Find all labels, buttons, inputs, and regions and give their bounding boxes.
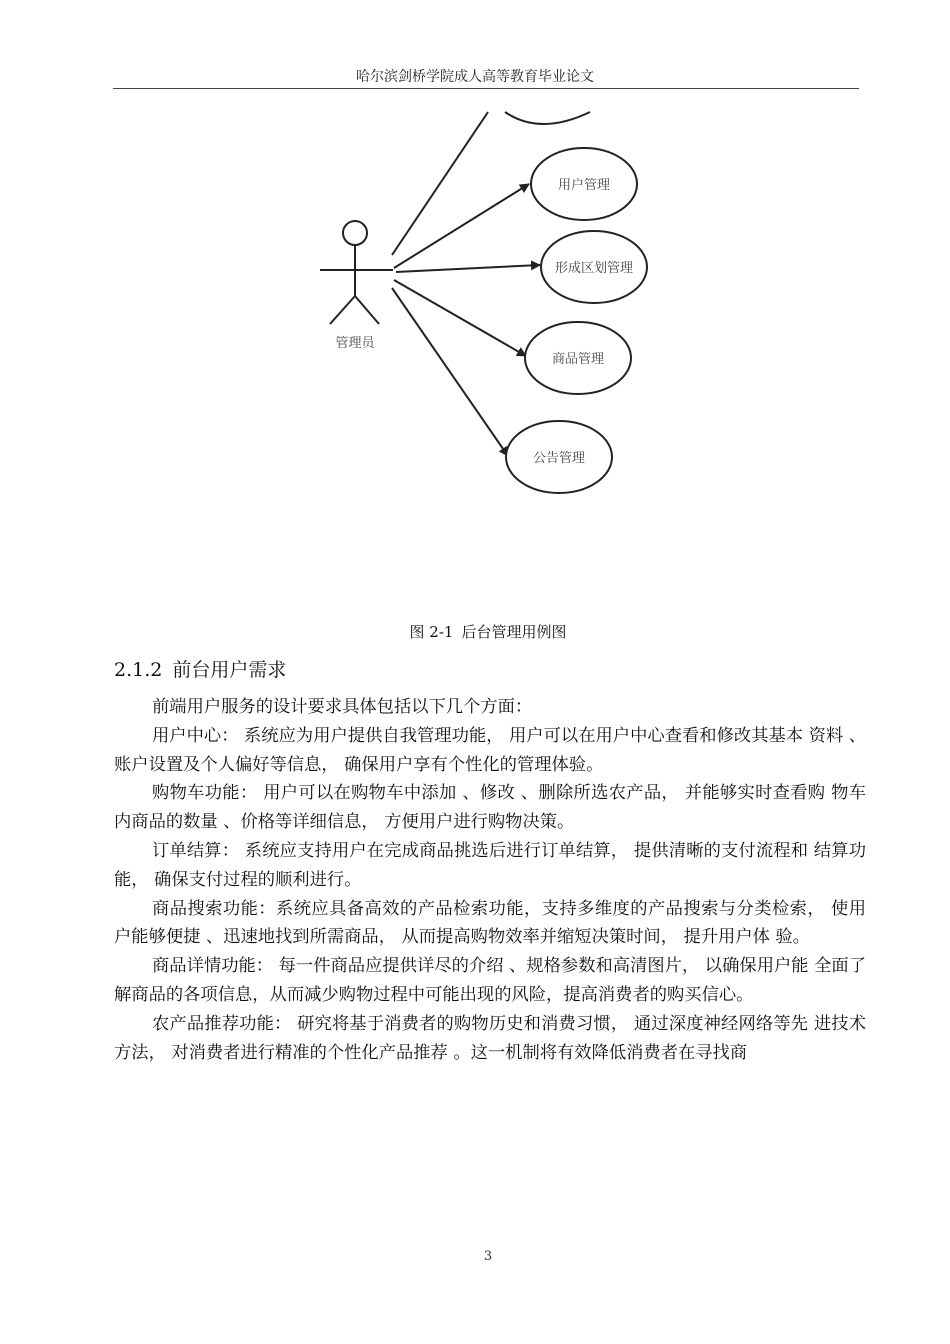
association-arrow-region xyxy=(396,265,540,272)
section-heading xyxy=(114,655,286,682)
use-case-ellipse-cropped xyxy=(505,112,590,124)
header-rule xyxy=(113,88,859,89)
actor-head xyxy=(343,221,367,245)
use-case-label: 公告管理 xyxy=(532,451,586,466)
use-case-diagram xyxy=(300,100,660,500)
paragraph: 商品搜索功能：系统应具备高效的产品检索功能，支持多维度的产品搜索与分类检索， 使用户能够便捷 、迅速地找到所需商品， 从而提高购物效率并缩短决策时间， 提升用户体 验。 xyxy=(114,898,866,948)
paragraph: 用户中心： 系统应为用户提供自我管理功能， 用户可以在用户中心查看和修改其基本 资料 、账户设置及个人偏好等信息， 确保用户享有个性化的管理体验。 xyxy=(114,725,866,775)
association-arrow-user xyxy=(394,184,529,268)
paragraph: 商品详情功能： 每一件商品应提供详尽的介绍 、规格参数和高清图片， 以确保用户能 全面了解商品的各项信息，从而减少购物过程中可能出现的风险，提高消费者的购买信心。 xyxy=(114,956,866,1005)
figure-number: 图 2-1 xyxy=(409,623,454,641)
actor-label: 管理员 xyxy=(335,336,375,351)
paragraph: 前端用户服务的设计要求具体包括以下几个方面： xyxy=(152,697,533,717)
paragraph: 农产品推荐功能： 研究将基于消费者的购物历史和消费习惯， 通过深度神经网络等先 进技术方法， 对消费者进行精准的个性化产品推荐 。这一机制将有效降低消费者在寻找商 xyxy=(114,1013,866,1063)
actor-left-leg xyxy=(330,296,355,324)
use-case-label: 用户管理 xyxy=(557,178,611,193)
association-line-cropped xyxy=(392,112,488,255)
figure-caption xyxy=(0,621,950,642)
paragraph: 订单结算： 系统应支持用户在完成商品挑选后进行订单结算， 提供清晰的支付流程和 结算功能， 确保支付过程的顺利进行。 xyxy=(114,840,866,890)
section-number: 2.1.2 xyxy=(114,659,163,681)
section-title: 前台用户需求 xyxy=(172,659,287,681)
use-case-label: 商品管理 xyxy=(551,352,605,367)
figure-caption-text: 后台管理用例图 xyxy=(461,623,567,641)
running-header: 哈尔滨剑桥学院成人高等教育毕业论文 xyxy=(356,69,594,85)
page-number: 3 xyxy=(483,1249,493,1264)
body-text xyxy=(114,693,866,1067)
actor-right-leg xyxy=(355,296,379,324)
paragraph: 购物车功能： 用户可以在购物车中添加 、修改 、删除所选农产品， 并能够实时查看购 物车内商品的数量 、价格等详细信息， 方便用户进行购物决策。 xyxy=(114,783,866,833)
use-case-label: 形成区划管理 xyxy=(554,261,634,276)
actor-figure xyxy=(320,221,393,324)
